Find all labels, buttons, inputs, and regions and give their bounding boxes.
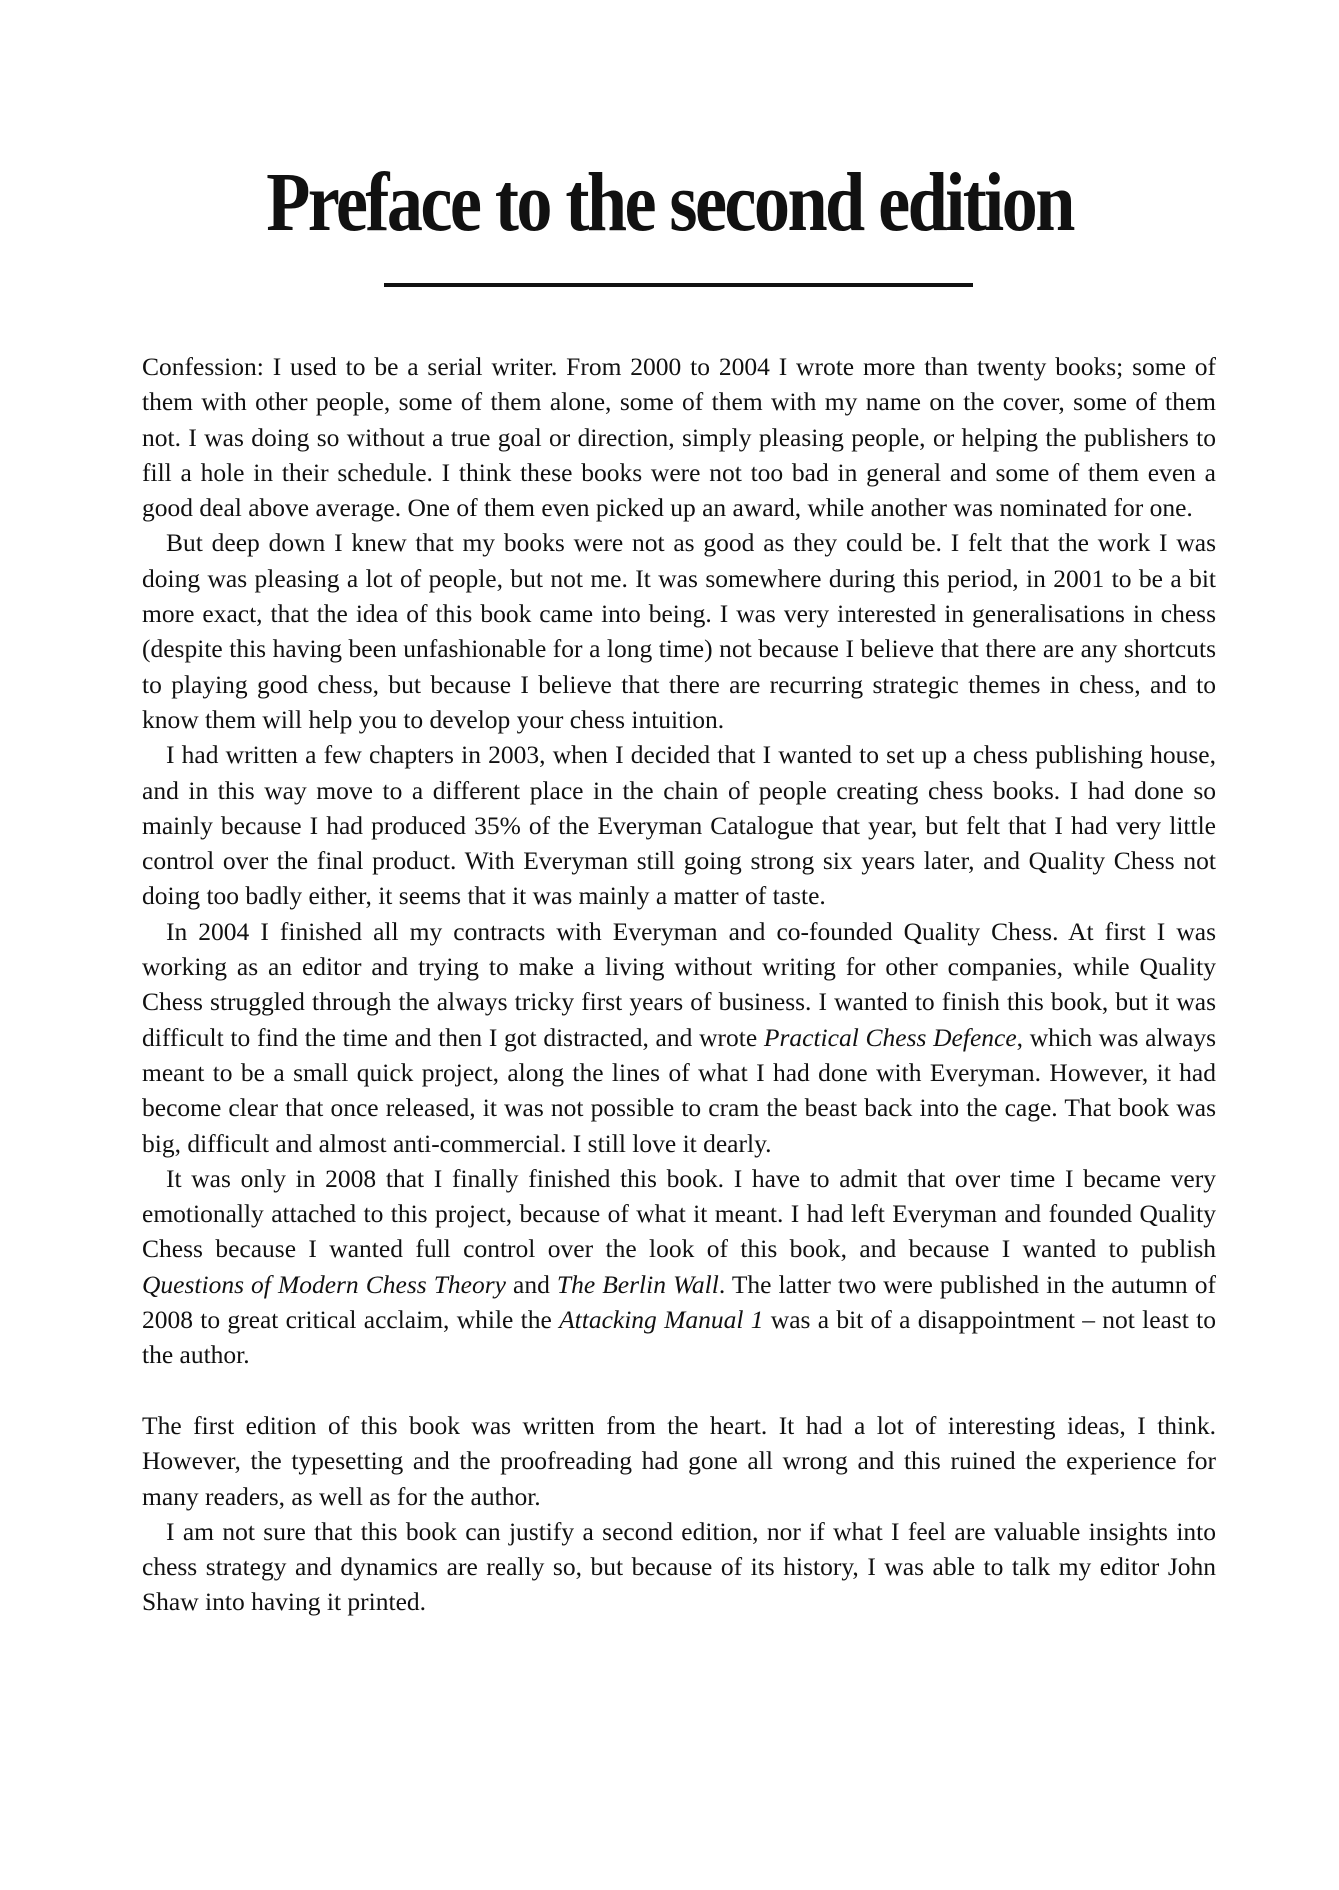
paragraph-5 (142, 1161, 1216, 1373)
paragraph-4 (142, 914, 1216, 1161)
paragraph-5-text-a: It was only in 2008 that I finally finished this book. I have to admit that over time I became very emotionally attached to this project, because of what it meant. I had left Everyman and founded Quality Chess because I wanted full control over the look of this book, and because I wanted to publish (142, 1163, 1216, 1264)
paragraph-1: Confession: I used to be a serial writer. From 2000 to 2004 I wrote more than twenty books; some of them with other people, some of them alone, some of them with my name on the cover, some of them not. I was doing so without a true goal or direction, simply pleasing people, or helping the publishers to fill a hole in their schedule. I think these books were not too bad in general and some of them even a good deal above average. One of them even picked up an award, while another was nominated for one. (142, 352, 1216, 523)
book-title-questions-of-modern-chess-theory: Questions of Modern Chess Theory (142, 1269, 506, 1299)
paragraph-5-text-c: . The latter two were published in the autumn of 2008 to great critical acclaim, while the (142, 1269, 1216, 1335)
paragraph-5-text-b: and (505, 1269, 557, 1299)
paragraph-4-text-b: , which was always meant to be a small quick project, along the lines of what I had done with Everyman. However, it had become clear that once released, it was not possible to cram the beast back into the cage. That book was big, difficult and almost anti-commercial. I still love it dearly. (142, 1022, 1216, 1158)
title-underline-rule (384, 283, 973, 287)
paragraph-4-text-a: In 2004 I finished all my contracts with Everyman and co-founded Quality Chess. At first I was working as an editor and trying to make a living without writing for other companies, while Quality Chess struggled through the always tricky first years of business. I wanted to finish this book, but it was difficult to find the time and then I got distracted, and wrote (142, 916, 1216, 1052)
book-title-practical-chess-defence: Practical Chess Defence (763, 1022, 1017, 1052)
paragraph-6: The first edition of this book was written from the heart. It had a lot of interesting ideas, I think. However, the typesetting and the proofreading had gone all wrong and this ruined the experience for many readers, as well as for the author. (142, 1410, 1216, 1511)
paragraph-3: I had written a few chapters in 2003, when I decided that I wanted to set up a chess publishing house, and in this way move to a different place in the chain of people creating chess books. I had done so mainly because I had produced 35% of the Everyman Catalogue that year, but felt that I had very little control over the final product. With Everyman still going strong six years later, and Quality Chess not doing too badly either, it seems that it was mainly a matter of taste. (142, 740, 1216, 911)
paragraph-2: But deep down I knew that my books were not as good as they could be. I felt that the work I was doing was pleasing a lot of people, but not me. It was somewhere during this period, in 2001 to be a bit more exact, that the idea of this book came into being. I was very interested in generalisations in chess (despite this having been unfashionable for a long time) not because I believe that there are any shortcuts to playing good chess, but because I believe that there are recurring strategic themes in chess, and to know them will help you to develop your chess intuition. (142, 528, 1216, 734)
book-title-the-berlin-wall: The Berlin Wall (556, 1269, 719, 1299)
paragraph-7: I am not sure that this book can justify a second edition, nor if what I feel are valuable insights into chess strategy and dynamics are really so, but because of its history, I was able to talk my editor John Shaw into having it printed. (142, 1516, 1216, 1617)
preface-body (142, 349, 1216, 1620)
page-title: Preface to the second edition (266, 156, 1073, 249)
paragraph-5-text-d: was a bit of a disappointment – not least to the author. (142, 1305, 1216, 1370)
book-title-attacking-manual-1: Attacking Manual 1 (559, 1305, 764, 1335)
